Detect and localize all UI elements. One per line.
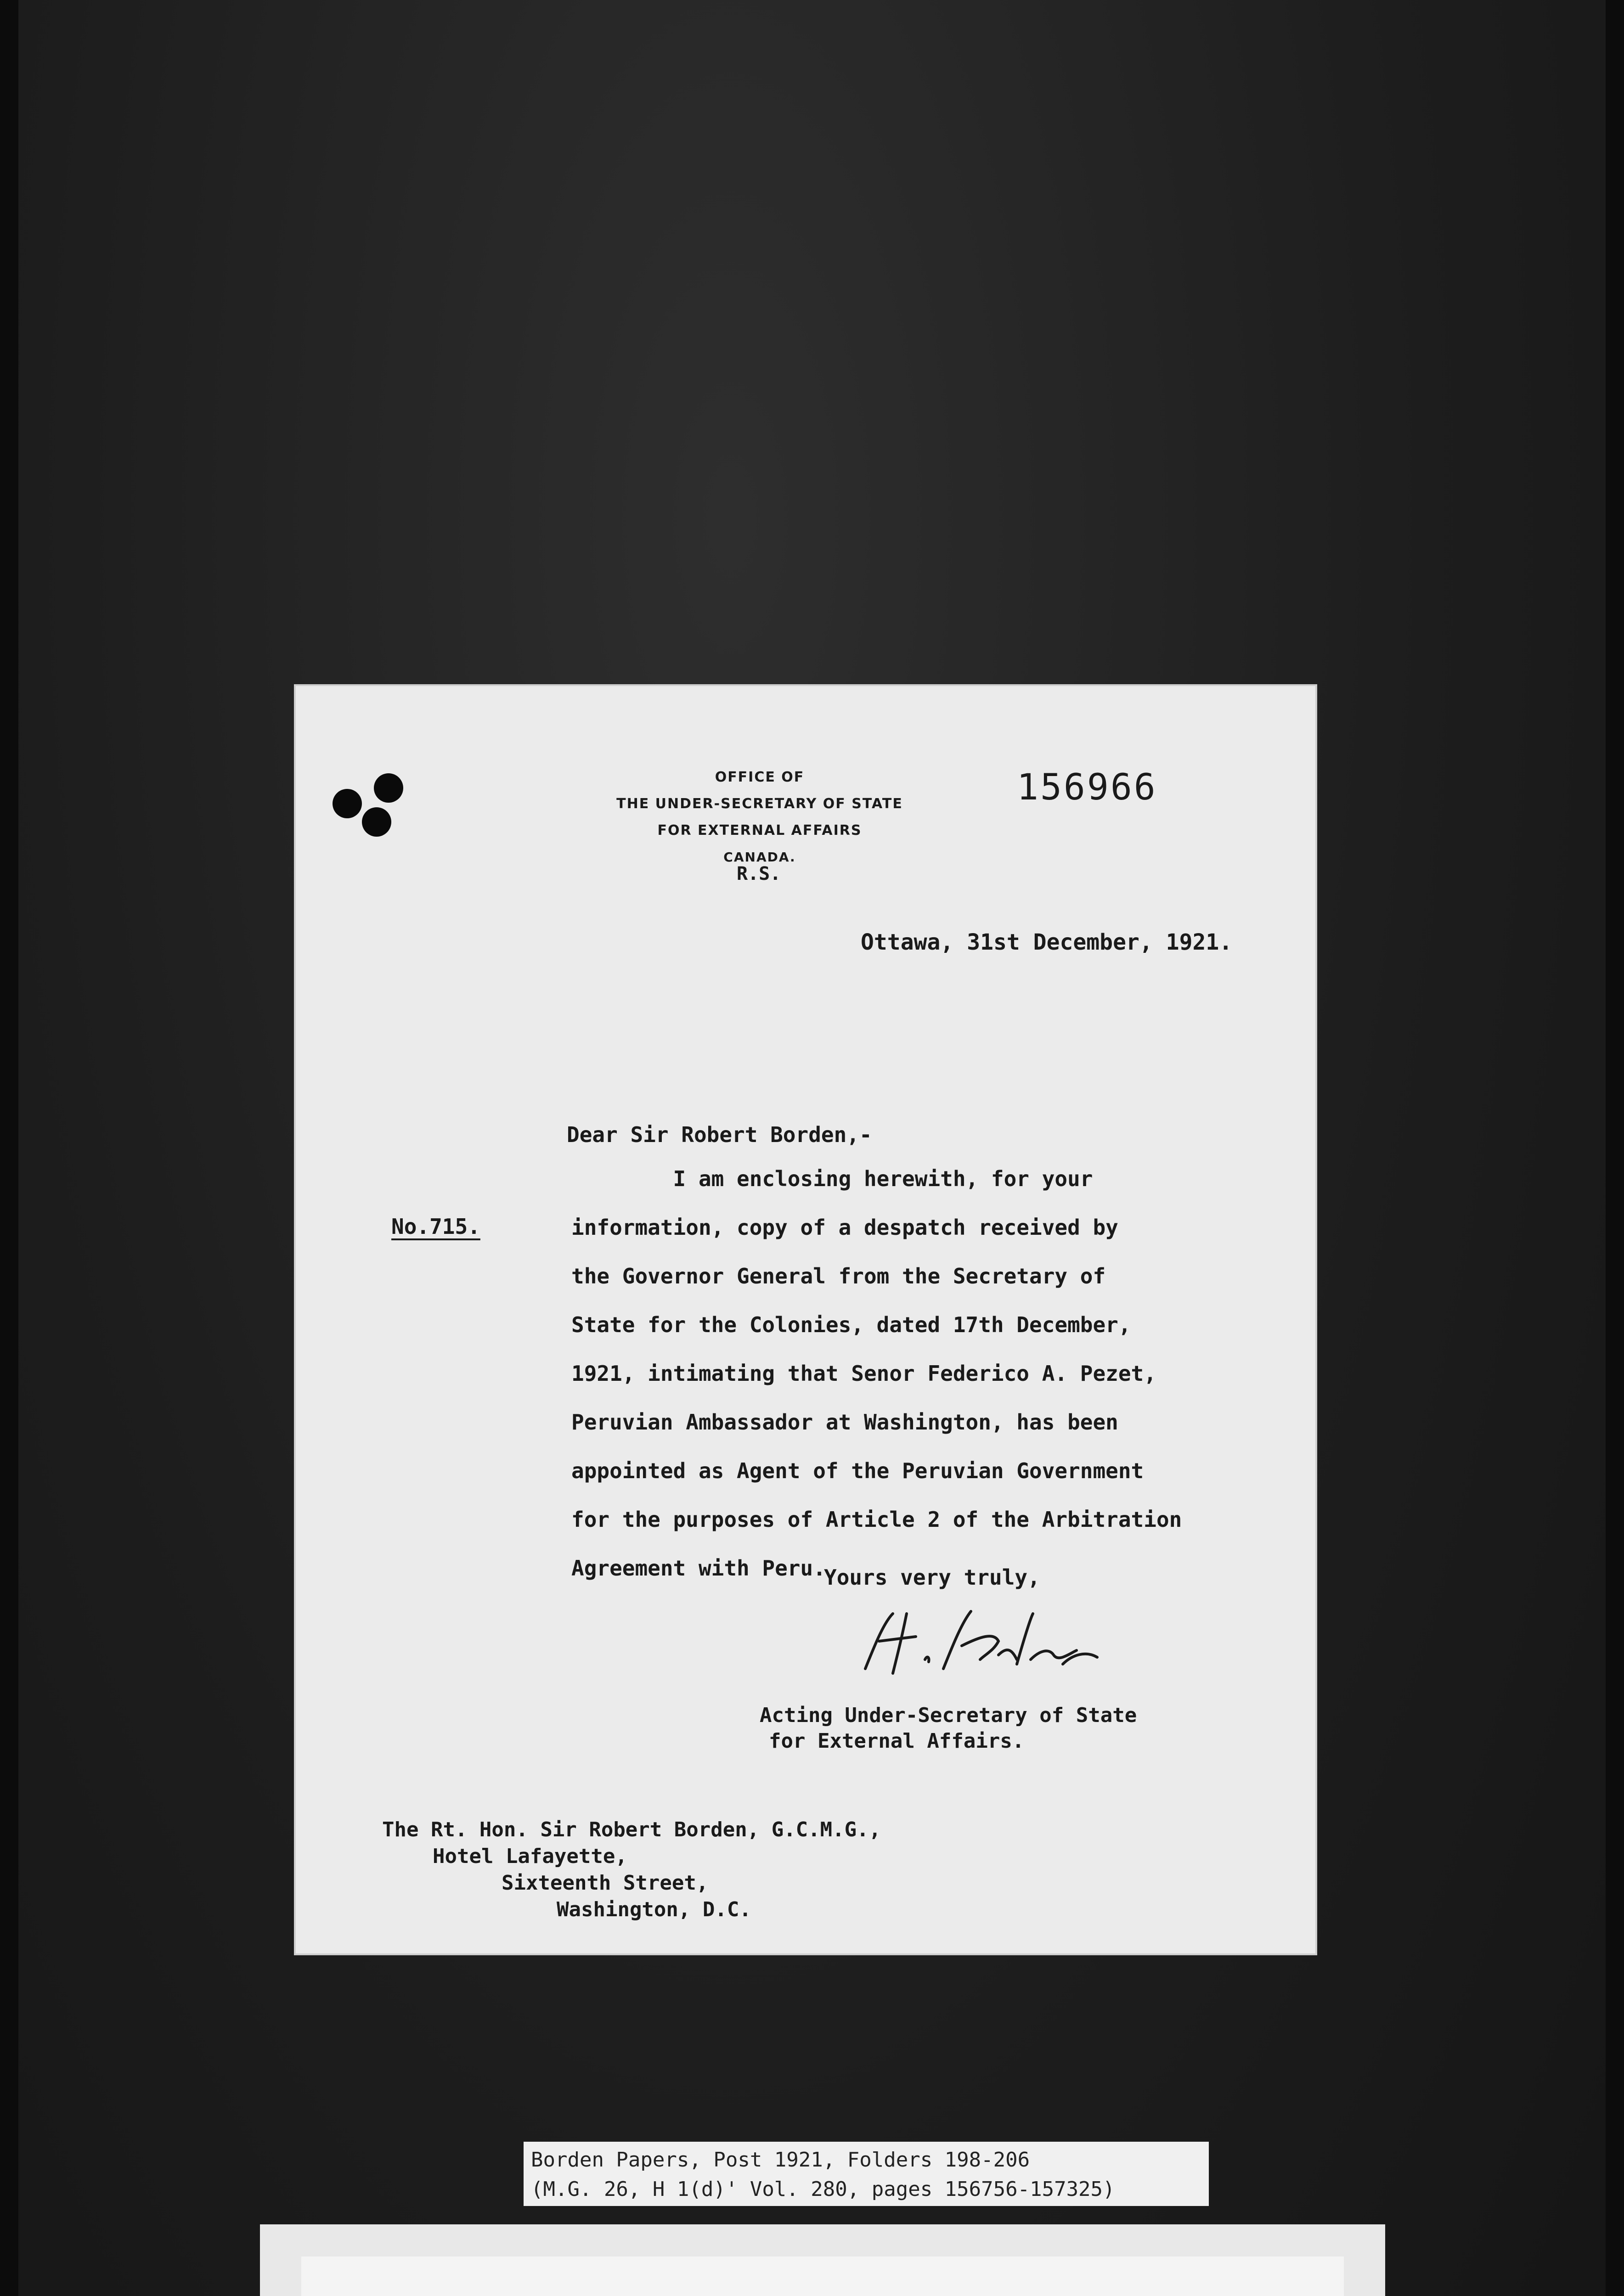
signature-title — [760, 1703, 1137, 1754]
reference-initials: R.S. — [737, 863, 781, 884]
salutation: Dear Sir Robert Borden,- — [567, 1122, 872, 1147]
address-line: The Rt. Hon. Sir Robert Borden, G.C.M.G., — [382, 1818, 881, 1841]
archives-card-inner — [301, 2257, 1344, 2296]
document-number: 156966 — [1017, 767, 1157, 808]
handwritten-signature — [847, 1604, 1104, 1678]
body-line: for the purposes of Article 2 of the Arbitration — [571, 1507, 1182, 1532]
punch-hole-icon — [362, 807, 391, 837]
body-line: State for the Colonies, dated 17th December, — [571, 1312, 1131, 1337]
body-line: information, copy of a despatch received by — [571, 1215, 1118, 1240]
address-line: Washington, D.C. — [557, 1898, 751, 1921]
closing: Yours very truly, — [824, 1565, 1040, 1590]
film-edge-left — [0, 0, 18, 2296]
body-line: Agreement with Peru. — [571, 1556, 826, 1581]
punch-hole-icon — [333, 789, 362, 818]
body-line: 1921, intimating that Senor Federico A. Pezet, — [571, 1361, 1156, 1386]
signature-title-line: Acting Under-Secretary of State — [760, 1704, 1137, 1727]
letterhead-line: THE UNDER-SECRETARY OF STATE — [616, 796, 903, 812]
signature-title-line: for External Affairs. — [769, 1729, 1025, 1753]
archives-card — [260, 2224, 1385, 2296]
letterhead — [590, 764, 930, 871]
film-edge-right — [1606, 0, 1624, 2296]
archive-reference-label — [524, 2142, 1209, 2206]
letterhead-line: CANADA. — [723, 850, 796, 865]
body-line: the Governor General from the Secretary of — [571, 1264, 1106, 1289]
address-line: Hotel Lafayette, — [433, 1845, 627, 1868]
letterhead-line: OFFICE OF — [715, 769, 805, 785]
body-line: Peruvian Ambassador at Washington, has been — [571, 1410, 1118, 1435]
address-line: Sixteenth Street, — [502, 1871, 709, 1895]
archive-reference-line: (M.G. 26, H 1(d)' Vol. 280, pages 156756-157325) — [531, 2178, 1115, 2201]
letter-body — [571, 1154, 1288, 1593]
archive-reference-line: Borden Papers, Post 1921, Folders 198-206 — [531, 2148, 1030, 2172]
letterhead-line: FOR EXTERNAL AFFAIRS — [657, 822, 862, 838]
letter-date: Ottawa, 31st December, 1921. — [861, 929, 1233, 955]
body-line: I am enclosing herewith, for your — [571, 1166, 1093, 1191]
body-line: appointed as Agent of the Peruvian Government — [571, 1458, 1144, 1483]
letter-sheet — [296, 686, 1315, 1953]
punch-hole-icon — [374, 773, 403, 803]
recipient-address — [382, 1817, 881, 1923]
file-reference: No.715. — [391, 1214, 480, 1239]
